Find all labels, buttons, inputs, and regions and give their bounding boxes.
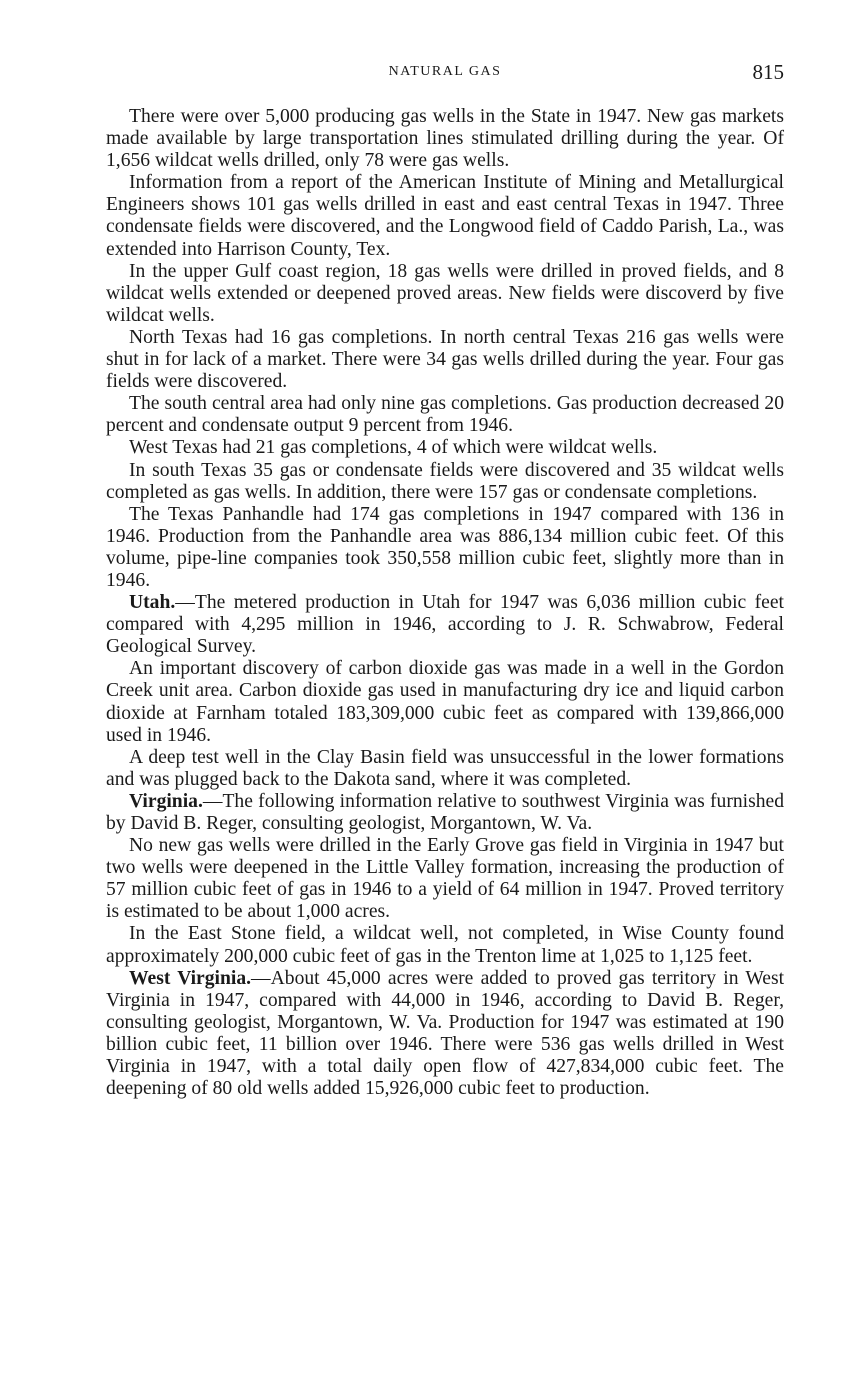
paragraph <box>106 460 784 504</box>
paragraph <box>106 658 784 746</box>
paragraph-text: A deep test well in the Clay Basin field was unsuccessful in the lower formations and was plugged back to the Dakota sand, where it was completed. <box>106 746 784 790</box>
paragraph <box>106 327 784 393</box>
paragraph <box>106 393 784 437</box>
paragraph-text: West Texas had 21 gas completions, 4 of which were wildcat wells. <box>129 437 658 459</box>
paragraph-text: In the upper Gulf coast region, 18 gas wells were drilled in proved fields, and 8 wildcat wells extended or deepened proved areas. New fields were discoverd by five wildcat wells. <box>106 260 784 326</box>
running-title: NATURAL GAS <box>388 64 502 79</box>
paragraph <box>106 106 784 172</box>
body-text <box>106 106 784 1100</box>
paragraph <box>106 835 784 923</box>
paragraph-text: In the East Stone field, a wildcat well, not completed, in Wise County found approximately 200,000 cubic feet of gas in the Trenton lime at 1,025 to 1,125 feet. <box>106 923 784 967</box>
paragraph <box>106 968 784 1101</box>
paragraph <box>106 172 784 260</box>
paragraph-text: —The following information relative to southwest Virginia was furnished by David B. Reger, consulting geologist, Morgantown, W. Va. <box>106 790 784 834</box>
paragraph-text: The south central area had only nine gas completions. Gas production decreased 20 percent and condensate output 9 percent from 1946. <box>106 393 784 437</box>
section-lead-virginia: Virginia. <box>129 790 203 812</box>
paragraph-text: —About 45,000 acres were added to proved gas territory in West Virginia in 1947, compared with 44,000 in 1946, according to David B. Reger, consulting geologist, Morgantown, W. Va. Production for 1947 was estimated at 190 billion cubic feet, 11 billion over 1946. There were 536 gas wells drilled in West Virginia in 1947, with a total daily open flow of 427,834,000 cubic feet. The deepening of 80 old wells added 15,926,000 cubic feet to production. <box>106 967 785 1100</box>
paragraph-text: An important discovery of carbon dioxide gas was made in a well in the Gordon Creek unit area. Carbon dioxide gas used in manufacturing dry ice and liquid carbon dioxide at Farnham totaled 183,309,000 cubic feet as compared with 139,866,000 used in 1946. <box>106 658 784 746</box>
paragraph-text: No new gas wells were drilled in the Early Grove gas field in Virginia in 1947 but two wells were deepened in the Little Valley formation, increasing the production of 57 million cubic feet of gas in 1946 to a yield of 64 million in 1947. Proved territory is estimated to be about 1,000 acres. <box>106 835 784 923</box>
paragraph-text: In south Texas 35 gas or condensate fields were discovered and 35 wildcat wells completed as gas wells. In addition, there were 157 gas or condensate completions. <box>106 459 784 503</box>
paragraph <box>106 261 784 327</box>
paragraph <box>106 437 784 459</box>
paragraph-text: There were over 5,000 producing gas wells in the State in 1947. New gas markets made available by large transportation lines stimulated drilling during the year. Of 1,656 wildcat wells drilled, only 78 were gas wells. <box>106 106 784 172</box>
paragraph <box>106 504 784 592</box>
page-number: 815 <box>752 60 784 84</box>
paragraph-text: —The metered production in Utah for 1947 was 6,036 million cubic feet compared with 4,295 million in 1946, according to J. R. Schwabrow, Federal Geological Survey. <box>106 592 784 658</box>
paragraph <box>106 747 784 791</box>
paragraph <box>106 791 784 835</box>
paragraph-text: Information from a report of the American Institute of Mining and Metallurgical Engineers shows 101 gas wells drilled in east and east central Texas in 1947. Three condensate fields were discovered, and the Longwood field of Caddo Parish, La., was extended into Harrison County, Tex. <box>106 172 784 260</box>
section-lead-utah: Utah. <box>129 592 176 614</box>
paragraph-text: The Texas Panhandle had 174 gas completions in 1947 compared with 136 in 1946. Production from the Panhandle area was 886,134 million cubic feet. Of this volume, pipe-line companies took 350,558 million cubic feet, slightly more than in 1946. <box>106 503 784 591</box>
paragraph <box>106 923 784 967</box>
section-lead-west-virginia: West Virginia. <box>129 967 252 989</box>
paragraph <box>106 592 784 658</box>
running-head <box>106 60 784 86</box>
paragraph-text: North Texas had 16 gas completions. In north central Texas 216 gas wells were shut in for lack of a market. There were 34 gas wells drilled during the year. Four gas fields were discovered. <box>106 326 784 393</box>
